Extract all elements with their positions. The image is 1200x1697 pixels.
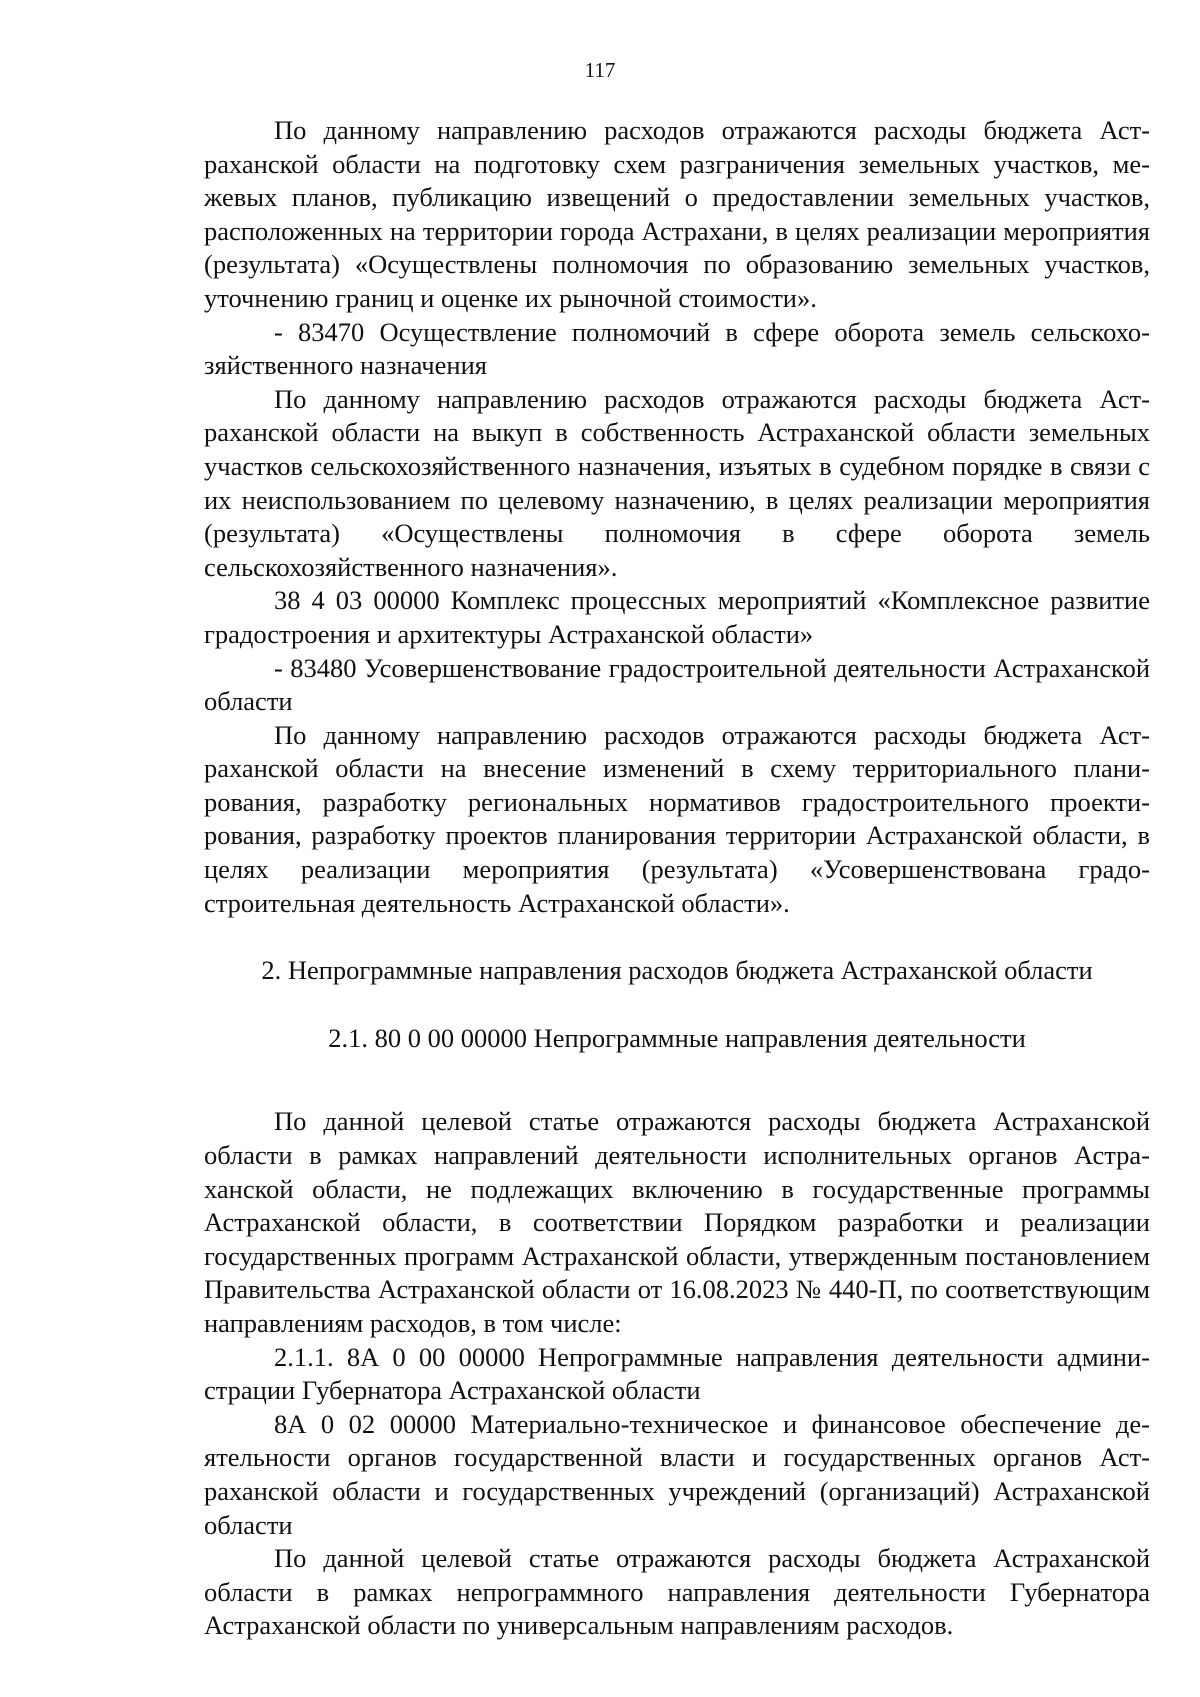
document-body [204,114,1150,1643]
paragraph-governor-expenses: По данной целевой статье отражаются расходы бюджета Астраханской области в рамках непрограммного направления деятельности Губернатора Астраханской области по универсальным направлениям расходов. [204,1543,1150,1641]
subsection-heading: 2.1. 80 0 00 00000 Непрограммные направления деятельности [328,1022,1026,1053]
item-8a-0-02: 8А 0 02 00000 Материально-техническое и финансовое обеспечение деятельности органов государственной власти и государственных органов Астраханской области и государственных учреждений (организаций) Астраханской области [204,1408,1150,1540]
paragraph-expenses-urban-planning: По данному направлению расходов отражаются расходы бюджета Астраханской области на внесение изменений в схему территориального планирования, разработку региональных нормативов градостроительного проектирования, разработку проектов планирования территории Астраханской области, в целях реализации мероприятия (результата) «Усовершенствована градостроительная деятельность Астраханской области». [204,719,1150,918]
item-83470: - 83470 Осуществление полномочий в сфере оборота земель сельскохозяйственного назначения [204,316,1150,381]
paragraph-expenses-agricultural-land: По данному направлению расходов отражаются расходы бюджета Астраханской области на выкуп в собственность Астраханской области земельных участков сельскохозяйственного назначения, изъятых в судебном порядке в связи с их неиспользованием по целевому назначению, в целях реализации мероприятия (результата) «Осуществлены полномочия в сфере оборота земель сельскохозяйственного назначения». [204,383,1150,582]
page-number: 117 [584,58,616,82]
item-83480: - 83480 Усовершенствование градостроительной деятельности Астраханской области [204,652,1150,717]
paragraph-expenses-land-plots: По данному направлению расходов отражаются расходы бюджета Астраханской области на подготовку схем разграничения земельных участков, межевых планов, публикацию извещений о предоставлении земельных участков, расположенных на территории города Астрахани, в целях реализации мероприятия (результата) «Осуществлены полномочия по образованию земельных участков, уточнению границ и оценке их рыночной стоимости». [204,115,1150,313]
item-38-4-03: 38 4 03 00000 Комплекс процессных мероприятий «Комплексное развитие градостроения и архитектуры Астраханской области» [204,585,1150,649]
item-2-1-1: 2.1.1. 8А 0 00 00000 Непрограммные направления деятельности администрации Губернатора Астраханской области [204,1341,1150,1406]
paragraph-non-program-expenses: По данной целевой статье отражаются расходы бюджета Астраханской области в рамках направлений деятельности исполнительных органов Астраханской области, не подлежащих включению в государственные программы Астраханской области, в соответствии Порядком разработки и реализации государственных программ Астраханской области, утвержденным постановлением Правительства Астраханской области от 16.08.2023 № 440-П, по соответствующим направлениям расходов, в том числе: [204,1106,1150,1338]
section-heading: 2. Непрограммные направления расходов бюджета Астраханской области [261,955,1093,986]
